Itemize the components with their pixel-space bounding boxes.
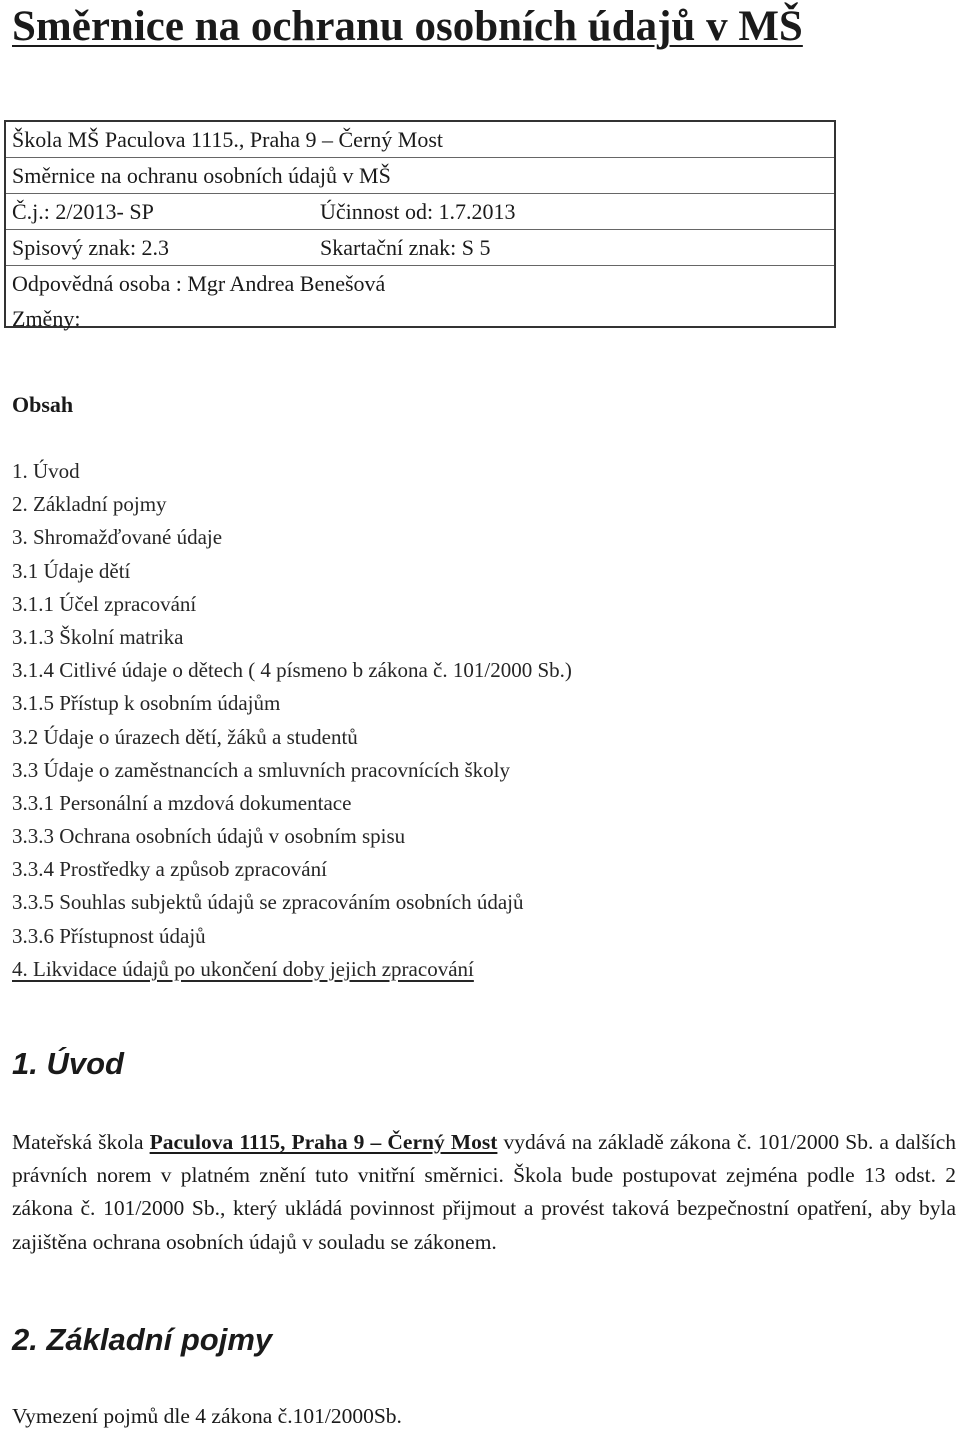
- section-heading-intro: 1. Úvod: [12, 1046, 124, 1081]
- basic-terms-paragraph: Vymezení pojmů dle 4 zákona č.101/2000Sb.: [12, 1404, 402, 1428]
- toc-item[interactable]: 1. Úvod: [12, 459, 80, 483]
- reference-number: Č.j.: 2/2013- SP: [12, 199, 154, 224]
- toc-item[interactable]: 3. Shromažďované údaje: [12, 525, 223, 550]
- toc-item[interactable]: 3.1.5 Přístup k osobním údajům: [12, 691, 281, 716]
- intro-paragraph: Mateřská škola Paculova 1115, Praha 9 – Černý Most vydává na základě zákona č. 101/2000 Sb. a dalších právních norem v platném znění tuto vnitřní směrnici. Škola bude postupovat zejména podle 13 odst. 2 zákona č. 101/2000 Sb., který ukládá povinnost přijmout a provést taková bezpečnostní opatření, aby byla zajištěna ochrana osobních údajů v souladu se zákonem.: [12, 1130, 956, 1254]
- toc-item[interactable]: 3.3.5 Souhlas subjektů údajů se zpracováním osobních údajů: [12, 890, 524, 915]
- toc-item[interactable]: 3.3 Údaje o zaměstnancích a smluvních pracovnících školy: [12, 757, 511, 782]
- toc-item[interactable]: 3.3.4 Prostředky a způsob zpracování: [12, 857, 327, 882]
- toc-item[interactable]: 3.2 Údaje o úrazech dětí, žáků a studentů: [12, 724, 358, 749]
- directive-name: Směrnice na ochranu osobních údajů v MŠ: [12, 163, 391, 188]
- header-row-directive: [6, 158, 834, 194]
- toc-item[interactable]: 3.3.6 Přístupnost údajů: [12, 923, 206, 948]
- shredding-code: Skartační znak: S 5: [320, 235, 491, 260]
- toc-item[interactable]: 3.1.1 Účel zpracování: [12, 591, 197, 616]
- table-of-contents: [12, 455, 572, 986]
- toc-item[interactable]: 3.1 Údaje dětí: [12, 558, 131, 583]
- responsible-person: Odpovědná osoba : Mgr Andrea Benešová: [12, 271, 386, 296]
- section-heading-basic-terms: 2. Základní pojmy: [12, 1322, 273, 1357]
- toc-item[interactable]: 3.1.3 Školní matrika: [12, 624, 184, 649]
- toc-item[interactable]: 3.1.4 Citlivé údaje o dětech ( 4 písmeno b zákona č. 101/2000 Sb.): [12, 658, 572, 683]
- effective-date: Účinnost od: 1.7.2013: [320, 199, 516, 224]
- toc-item[interactable]: 4. Likvidace údajů po ukončení doby jejich zpracování: [12, 956, 474, 981]
- toc-item[interactable]: 3.3.1 Personální a mzdová dokumentace: [12, 790, 352, 815]
- header-info-table: [4, 120, 836, 331]
- header-row-responsible: [6, 266, 834, 301]
- file-code: Spisový znak: 2.3: [12, 235, 170, 260]
- header-row-codes: [6, 230, 834, 266]
- toc-heading: Obsah: [12, 392, 74, 417]
- toc-item[interactable]: 3.3.3 Ochrana osobních údajů v osobním spisu: [12, 824, 406, 849]
- toc-item[interactable]: 2. Základní pojmy: [12, 492, 167, 517]
- header-row-school: [6, 122, 834, 158]
- header-row-reference: [6, 194, 834, 230]
- changes-label: Změny:: [12, 306, 81, 331]
- school-name: Škola MŠ Paculova 1115., Praha 9 – Černý Most: [12, 127, 444, 152]
- document-title: Směrnice na ochranu osobních údajů v MŠ: [12, 3, 803, 50]
- school-address-underlined: Paculova 1115, Praha 9 – Černý Most: [149, 1130, 498, 1154]
- header-row-changes: [6, 301, 834, 336]
